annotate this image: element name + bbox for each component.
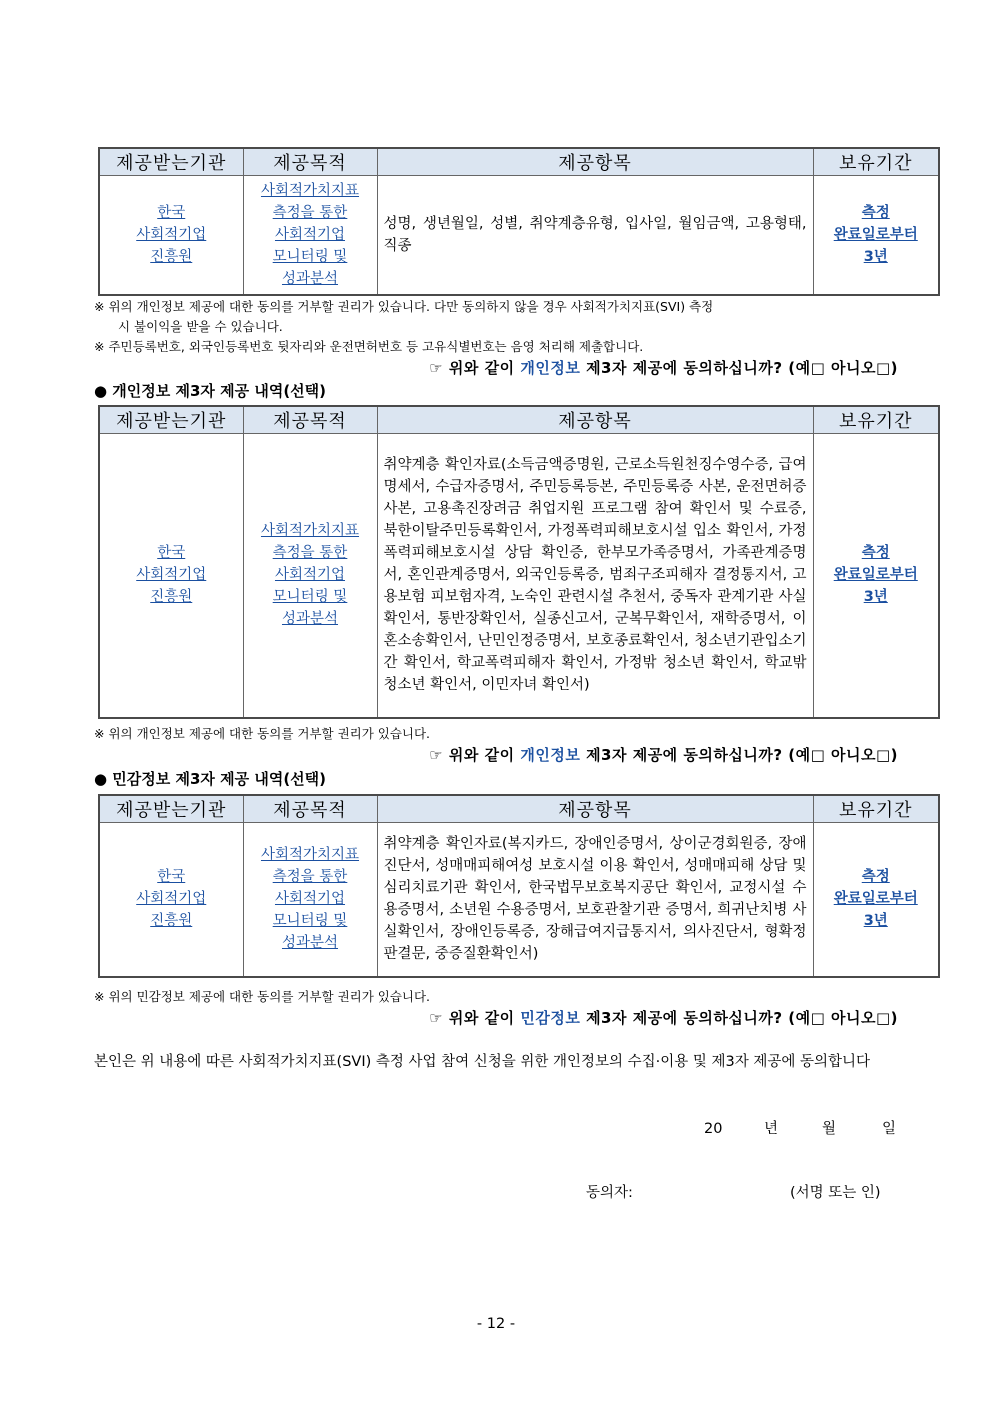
table-optional-personal-info xyxy=(98,405,940,719)
items-cell: 취약계층 확인자료(소득금액증명원, 근로소득원천징수영수증, 급여명세서, 수급자증명서, 주민등록등본, 주민등록증 사본, 운전면허증 사본, 고용촉진장려금 취업지원 프로그램 참여 확인서 및 수료증, 북한이탈주민등록확인서, 가정폭력피해보호시설 입소 확인서, 가정폭력피해보호시설 상담 확인증, 한부모가족증명서, 가족관계증명서, 혼인관계증명서, 외국인등록증, 범죄구조피해자 결정통지서, 고용보험 피보험자격, 노숙인 관련시설 추천서, 중독자 관계기관 사실확인서, 통반장확인서, 실종신고서, 군복무확인서, 재학증명서, 이혼소송확인서, 난민인정증명서, 보호종료확인서, 청소년기관입소기간 확인서, 학교폭력피해자 확인서, 가정밖 청소년 확인서, 학교밖 청소년 확인서, 이민자녀 확인서) xyxy=(377,434,813,718)
header-items: 제공항목 xyxy=(377,406,813,434)
note-refusal-right-sensitive: ※ 위의 민감정보 제공에 대한 동의를 거부할 권리가 있습니다. xyxy=(94,989,431,1004)
purpose-cell xyxy=(243,823,377,977)
signature-placeholder: (서명 또는 인) xyxy=(790,1185,881,1201)
purpose-line: 사회적기업 xyxy=(274,567,346,584)
recipient-line: 한국 xyxy=(157,869,186,886)
note-refusal-right: ※ 위의 개인정보 제공에 대한 동의를 거부할 권리가 있습니다. 다만 동의하지 않을 경우 사회적가치지표(SVI) 측정 xyxy=(94,299,714,314)
section-personal-optional: ● 개인정보 제3자 제공 내역(선택) xyxy=(94,382,327,400)
header-retention: 보유기간 xyxy=(813,406,939,434)
purpose-cell xyxy=(243,434,377,718)
recipient-line: 진흥원 xyxy=(150,589,193,606)
consent-question-2 xyxy=(429,744,898,765)
recipient-line: 한국 xyxy=(157,205,186,221)
ask-suffix: 제3자 제공에 동의하십니까? (예□ 아니오□) xyxy=(586,1009,898,1027)
recipient-line: 사회적기업 xyxy=(136,891,207,908)
ask-highlight: 개인정보 xyxy=(520,746,581,764)
header-purpose: 제공목적 xyxy=(243,406,377,434)
header-recipient: 제공받는기관 xyxy=(99,148,243,176)
retention-line: 측정 xyxy=(861,205,890,221)
purpose-line: 사회적가치지표 xyxy=(260,183,360,199)
header-retention: 보유기간 xyxy=(813,148,939,176)
recipient-line: 진흥원 xyxy=(150,913,193,930)
ask-suffix: 제3자 제공에 동의하십니까? (예□ 아니오□) xyxy=(586,359,898,377)
retention-line: 3년 xyxy=(863,913,888,930)
purpose-line: 모니터링 및 xyxy=(272,249,348,265)
declaration-text: 본인은 위 내용에 따른 사회적가치지표(SVI) 측정 사업 참여 신청을 위한 개인정보의 수집·이용 및 제3자 제공에 동의합니다 xyxy=(94,1054,871,1070)
header-items: 제공항목 xyxy=(377,148,813,176)
retention-line: 완료일로부터 xyxy=(833,891,918,908)
purpose-line: 측정을 통한 xyxy=(272,869,348,886)
purpose-line: 성과분석 xyxy=(281,271,339,287)
retention-line: 완료일로부터 xyxy=(833,567,918,584)
date-year-label: 년 xyxy=(764,1121,779,1137)
recipient-line: 사회적기업 xyxy=(136,227,207,243)
purpose-line: 모니터링 및 xyxy=(272,589,348,606)
ask-highlight: 민감정보 xyxy=(520,1009,581,1027)
recipient-line: 진흥원 xyxy=(150,249,193,265)
page-number: - 12 - xyxy=(476,1316,516,1332)
table-row xyxy=(99,434,939,718)
date-day-label: 일 xyxy=(882,1121,897,1137)
retention-line: 측정 xyxy=(861,545,890,562)
purpose-cell xyxy=(243,176,377,296)
retention-cell xyxy=(813,176,939,296)
retention-cell xyxy=(813,434,939,718)
note-masking: ※ 주민등록번호, 외국인등록번호 뒷자리와 운전면허번호 등 고유식별번호는 음영 처리해 제출합니다. xyxy=(94,339,644,354)
section-sensitive-optional: ● 민감정보 제3자 제공 내역(선택) xyxy=(94,770,327,788)
recipient-line: 사회적기업 xyxy=(136,567,207,584)
items-cell: 취약계층 확인자료(복지카드, 장애인증명서, 상이군경회원증, 장애진단서, 성매매피해여성 보호시설 이용 확인서, 성매매피해 상담 및 심리치료기관 확인서, 한국법무보호복지공단 확인서, 교정시설 수용증명서, 소년원 수용증명서, 보호관찰기관 증명서, 희귀난치병 사실확인서, 장애인등록증, 장해급여지급통지서, 의사진단서, 형확정 판결문, 중증질환확인서) xyxy=(377,823,813,977)
retention-line: 3년 xyxy=(863,249,888,265)
purpose-line: 사회적가치지표 xyxy=(260,523,360,540)
ask-prefix: ☞ 위와 같이 xyxy=(429,746,515,764)
header-retention: 보유기간 xyxy=(813,795,939,823)
table-header-row xyxy=(99,148,939,176)
date-month-label: 월 xyxy=(822,1121,837,1137)
table-sensitive-info xyxy=(98,794,940,978)
recipient-cell xyxy=(99,434,243,718)
table-required-personal-info xyxy=(98,147,940,296)
recipient-cell xyxy=(99,176,243,296)
table-header-row xyxy=(99,406,939,434)
header-items: 제공항목 xyxy=(377,795,813,823)
header-purpose: 제공목적 xyxy=(243,148,377,176)
ask-suffix: 제3자 제공에 동의하십니까? (예□ 아니오□) xyxy=(586,746,898,764)
ask-prefix: ☞ 위와 같이 xyxy=(429,1009,515,1027)
purpose-line: 측정을 통한 xyxy=(272,205,348,221)
purpose-line: 측정을 통한 xyxy=(272,545,348,562)
ask-highlight: 개인정보 xyxy=(520,359,581,377)
retention-cell xyxy=(813,823,939,977)
note-refusal-right-optional: ※ 위의 개인정보 제공에 대한 동의를 거부할 권리가 있습니다. xyxy=(94,726,431,741)
retention-line: 완료일로부터 xyxy=(833,227,918,243)
recipient-cell xyxy=(99,823,243,977)
retention-line: 3년 xyxy=(863,589,888,606)
date-year: 20 xyxy=(704,1121,723,1137)
table-row xyxy=(99,823,939,977)
signer-label: 동의자: xyxy=(586,1185,633,1201)
purpose-line: 성과분석 xyxy=(281,935,339,952)
recipient-line: 한국 xyxy=(157,545,186,562)
purpose-line: 모니터링 및 xyxy=(272,913,348,930)
note-refusal-right-cont: 시 불이익을 받을 수 있습니다. xyxy=(118,319,283,334)
ask-prefix: ☞ 위와 같이 xyxy=(429,359,515,377)
table-row xyxy=(99,176,939,296)
purpose-line: 사회적가치지표 xyxy=(260,847,360,864)
header-recipient: 제공받는기관 xyxy=(99,795,243,823)
consent-question-3 xyxy=(429,1007,898,1028)
header-recipient: 제공받는기관 xyxy=(99,406,243,434)
consent-question-1 xyxy=(429,357,898,378)
purpose-line: 사회적기업 xyxy=(274,227,346,243)
purpose-line: 성과분석 xyxy=(281,611,339,628)
retention-line: 측정 xyxy=(861,869,890,886)
purpose-line: 사회적기업 xyxy=(274,891,346,908)
header-purpose: 제공목적 xyxy=(243,795,377,823)
table-header-row xyxy=(99,795,939,823)
items-cell: 성명, 생년월일, 성별, 취약계층유형, 입사일, 월임금액, 고용형태, 직종 xyxy=(377,176,813,296)
